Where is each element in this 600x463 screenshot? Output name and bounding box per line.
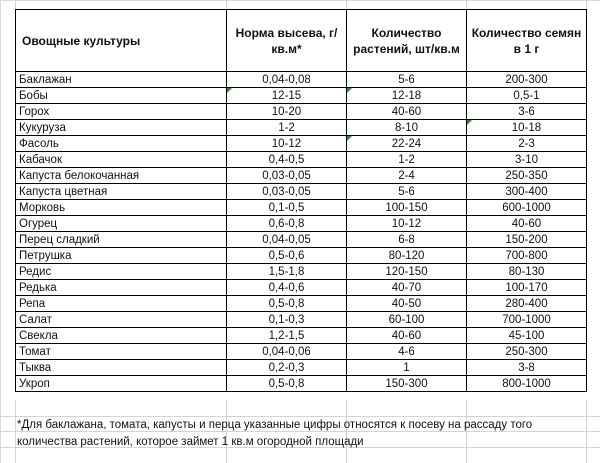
crop-name-cell[interactable]: Томат (16, 344, 227, 360)
plant-count-cell[interactable]: 2-4 (347, 168, 467, 184)
seeds-per-gram-cell[interactable]: 700-800 (467, 248, 587, 264)
table-row (16, 216, 587, 232)
table-row (16, 312, 587, 328)
seeds-per-gram-cell[interactable]: 800-1000 (467, 376, 587, 392)
seeds-per-gram-cell[interactable]: 10-18 (467, 120, 587, 136)
footnote[interactable]: *Для баклажана, томата, капусты и перца указанные цифры относятся к посеву на рассаду того количества растений, которое займет 1 кв.м огородной площади (17, 419, 533, 448)
seeds-per-gram-cell[interactable]: 80-130 (467, 264, 587, 280)
plant-count-cell[interactable]: 5-6 (347, 72, 467, 88)
seeds-per-gram-cell[interactable]: 150-200 (467, 232, 587, 248)
plant-count-cell[interactable]: 40-50 (347, 296, 467, 312)
table-row (16, 328, 587, 344)
plant-count-cell[interactable]: 80-120 (347, 248, 467, 264)
table-row (16, 376, 587, 392)
seeds-per-gram-cell[interactable]: 2-3 (467, 136, 587, 152)
table-row (16, 88, 587, 104)
seeds-per-gram-cell[interactable]: 250-300 (467, 344, 587, 360)
sowing-rate-cell[interactable]: 0,5-0,8 (227, 376, 347, 392)
table-row (16, 184, 587, 200)
sowing-rate-cell[interactable]: 0,6-0,8 (227, 216, 347, 232)
plant-count-cell[interactable]: 150-300 (347, 376, 467, 392)
plant-count-cell[interactable]: 40-70 (347, 280, 467, 296)
crop-name-cell[interactable]: Морковь (16, 200, 227, 216)
header-row (16, 10, 587, 72)
crop-name-cell[interactable]: Горох (16, 104, 227, 120)
seeds-per-gram-cell[interactable]: 200-300 (467, 72, 587, 88)
sowing-rate-cell[interactable]: 0,1-0,5 (227, 200, 347, 216)
plant-count-cell[interactable]: 6-8 (347, 232, 467, 248)
table-row (16, 120, 587, 136)
crop-name-cell[interactable]: Капуста белокочанная (16, 168, 227, 184)
table-row (16, 104, 587, 120)
table-row (16, 232, 587, 248)
crop-name-cell[interactable]: Петрушка (16, 248, 227, 264)
sowing-rate-cell[interactable]: 0,03-0,05 (227, 168, 347, 184)
seeds-per-gram-cell[interactable]: 3-6 (467, 104, 587, 120)
crop-name-cell[interactable]: Фасоль (16, 136, 227, 152)
plant-count-cell[interactable]: 5-6 (347, 184, 467, 200)
plant-count-cell[interactable]: 1 (347, 360, 467, 376)
plant-count-cell[interactable]: 40-60 (347, 328, 467, 344)
plant-count-cell[interactable]: 40-60 (347, 104, 467, 120)
header-crop[interactable]: Овощные культуры (16, 10, 227, 72)
sowing-rate-cell[interactable]: 1,2-1,5 (227, 328, 347, 344)
gridline (226, 0, 227, 9)
table-row (16, 168, 587, 184)
sowing-rate-cell[interactable]: 0,04-0,06 (227, 344, 347, 360)
crop-name-cell[interactable]: Кукуруза (16, 120, 227, 136)
seeds-per-gram-cell[interactable]: 300-400 (467, 184, 587, 200)
plant-count-cell[interactable]: 4-6 (347, 344, 467, 360)
crop-name-cell[interactable]: Редька (16, 280, 227, 296)
sowing-rate-cell[interactable]: 1-2 (227, 120, 347, 136)
sowing-rate-cell[interactable]: 10-12 (227, 136, 347, 152)
sowing-rate-cell[interactable]: 0,5-0,6 (227, 248, 347, 264)
sowing-rate-cell[interactable]: 0,1-0,3 (227, 312, 347, 328)
seeds-per-gram-cell[interactable]: 0,5-1 (467, 88, 587, 104)
sowing-rate-cell[interactable]: 10-20 (227, 104, 347, 120)
crop-name-cell[interactable]: Тыква (16, 360, 227, 376)
header-seeds-per-gram[interactable]: Количество семян в 1 г (467, 10, 587, 72)
seeds-per-gram-cell[interactable]: 40-60 (467, 216, 587, 232)
seeds-per-gram-cell[interactable]: 600-1000 (467, 200, 587, 216)
header-plant-count[interactable]: Количество растений, шт/кв.м (347, 10, 467, 72)
gridline (346, 0, 347, 9)
plant-count-cell[interactable]: 60-100 (347, 312, 467, 328)
crop-name-cell[interactable]: Баклажан (16, 72, 227, 88)
seeds-per-gram-cell[interactable]: 100-170 (467, 280, 587, 296)
crop-name-cell[interactable]: Огурец (16, 216, 227, 232)
sowing-rate-cell[interactable]: 0,03-0,05 (227, 184, 347, 200)
crop-name-cell[interactable]: Салат (16, 312, 227, 328)
plant-count-cell[interactable]: 100-150 (347, 200, 467, 216)
sowing-rate-cell[interactable]: 0,04-0,08 (227, 72, 347, 88)
plant-count-cell[interactable]: 10-12 (347, 216, 467, 232)
table-row (16, 72, 587, 88)
sowing-rate-cell[interactable]: 0,2-0,3 (227, 360, 347, 376)
seeds-per-gram-cell[interactable]: 3-10 (467, 152, 587, 168)
table-body (16, 72, 587, 392)
seeds-per-gram-cell[interactable]: 45-100 (467, 328, 587, 344)
sowing-rate-cell[interactable]: 0,4-0,5 (227, 152, 347, 168)
seeds-per-gram-cell[interactable]: 280-400 (467, 296, 587, 312)
crop-name-cell[interactable]: Перец сладкий (16, 232, 227, 248)
sowing-rate-cell[interactable]: 0,4-0,6 (227, 280, 347, 296)
crop-name-cell[interactable]: Капуста цветная (16, 184, 227, 200)
crop-name-cell[interactable]: Бобы (16, 88, 227, 104)
sowing-rate-cell[interactable]: 0,5-0,8 (227, 296, 347, 312)
seeds-per-gram-cell[interactable]: 3-8 (467, 360, 587, 376)
gridline (586, 0, 587, 9)
table-row (16, 360, 587, 376)
table-row (16, 264, 587, 280)
header-sowing-rate[interactable]: Норма высева, г/кв.м* (227, 10, 347, 72)
plant-count-cell[interactable]: 1-2 (347, 152, 467, 168)
table-row (16, 296, 587, 312)
table-row (16, 248, 587, 264)
crop-name-cell[interactable]: Кабачок (16, 152, 227, 168)
plant-count-cell[interactable]: 22-24 (347, 136, 467, 152)
crop-name-cell[interactable]: Редис (16, 264, 227, 280)
table-row (16, 200, 587, 216)
seeds-per-gram-cell[interactable]: 250-350 (467, 168, 587, 184)
table-row (16, 152, 587, 168)
sowing-rate-cell[interactable]: 12-15 (227, 88, 347, 104)
sowing-rate-cell[interactable]: 1,5-1,8 (227, 264, 347, 280)
plant-count-cell[interactable]: 12-18 (347, 88, 467, 104)
table-row (16, 344, 587, 360)
sowing-rate-cell[interactable]: 0,04-0,05 (227, 232, 347, 248)
gridline (15, 0, 16, 9)
crop-name-cell[interactable]: Репа (16, 296, 227, 312)
table-row (16, 280, 587, 296)
crop-name-cell[interactable]: Укроп (16, 376, 227, 392)
crop-name-cell[interactable]: Свекла (16, 328, 227, 344)
seeds-per-gram-cell[interactable]: 700-1000 (467, 312, 587, 328)
sowing-table (15, 9, 587, 392)
table-row (16, 136, 587, 152)
gridline (466, 0, 467, 9)
plant-count-cell[interactable]: 8-10 (347, 120, 467, 136)
plant-count-cell[interactable]: 120-150 (347, 264, 467, 280)
